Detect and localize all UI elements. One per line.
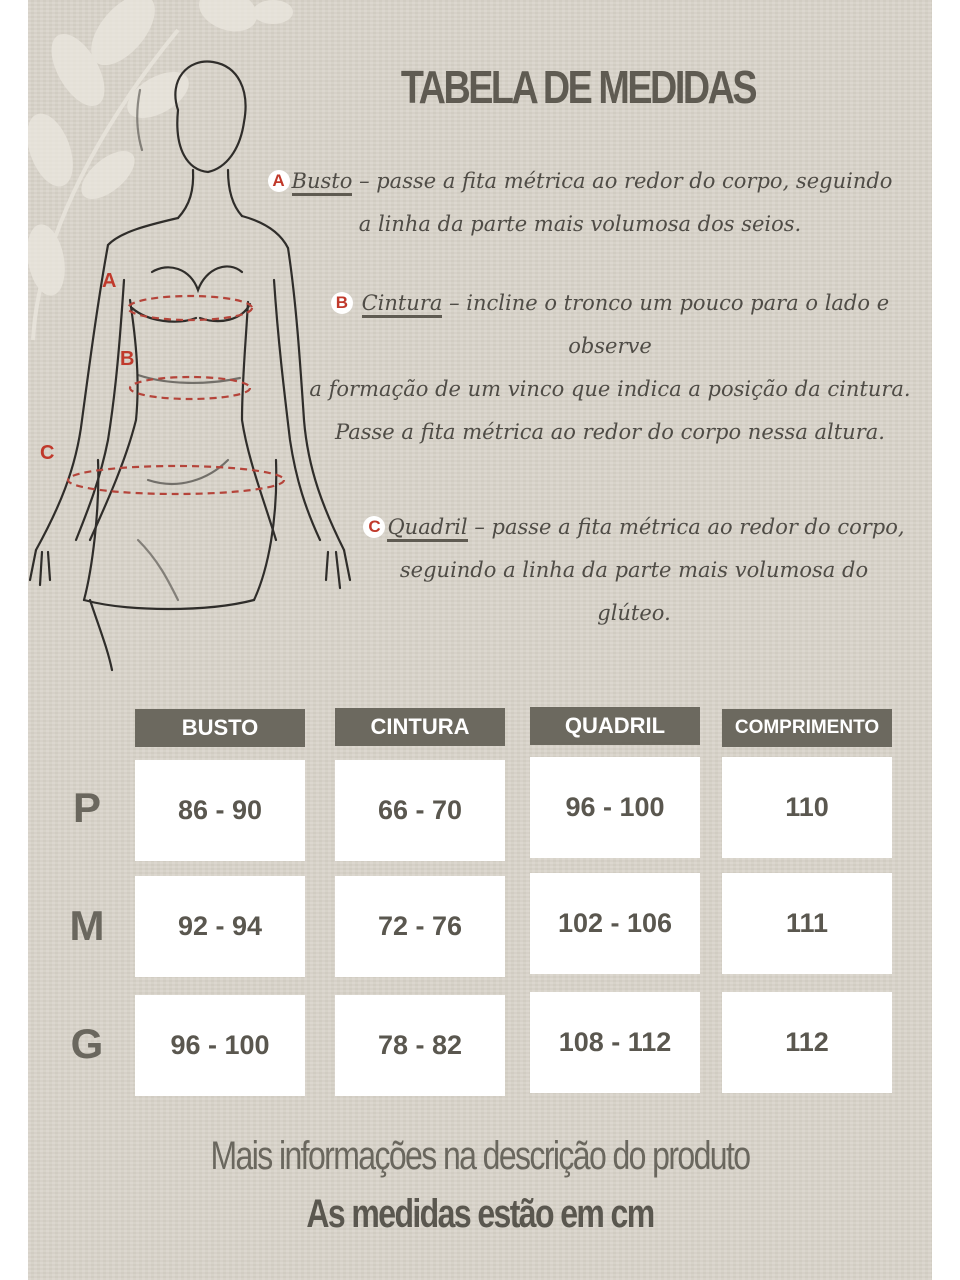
header-comprimento: COMPRIMENTO <box>722 709 892 747</box>
badge-a: A <box>268 170 290 192</box>
term-quadril: Quadril <box>387 515 467 542</box>
marker-b: B <box>120 348 135 370</box>
size-label-m: M <box>69 902 105 949</box>
marker-a: A <box>102 270 117 292</box>
size-label-g: G <box>70 1020 104 1067</box>
cell-g-comprimento: 112 <box>722 992 892 1093</box>
quadril-line-3: glúteo. <box>597 601 671 625</box>
cell-p-cintura: 66 - 70 <box>335 760 505 861</box>
cintura-line-1: – incline o tronco um pouco para o lado e <box>449 291 890 315</box>
quadril-line-1: – passe a fita métrica ao redor do corpo, <box>474 515 905 539</box>
badge-c: C <box>363 516 385 538</box>
header-busto: BUSTO <box>135 709 305 747</box>
busto-line-2: a linha da parte mais volumosa dos seios. <box>358 212 802 236</box>
cell-m-quadril: 102 - 106 <box>530 873 700 974</box>
footer-units: As medidas estão em cm <box>306 1192 654 1236</box>
term-cintura: Cintura <box>362 291 443 318</box>
cintura-line-2: observe <box>568 334 652 358</box>
header-cintura: CINTURA <box>335 708 505 746</box>
marker-c: C <box>40 442 55 464</box>
footer-info: Mais informações na descrição do produto <box>210 1134 750 1178</box>
cell-g-busto: 96 - 100 <box>135 995 305 1096</box>
measure-busto <box>250 160 910 246</box>
term-busto: Busto <box>292 169 353 196</box>
size-chart-page <box>28 0 932 1280</box>
cell-p-quadril: 96 - 100 <box>530 757 700 858</box>
cintura-line-3: a formação de um vinco que indica a posição da cintura. <box>309 377 911 401</box>
size-label-p: P <box>72 784 101 831</box>
quadril-line-2: seguindo a linha da parte mais volumosa do <box>399 558 869 582</box>
busto-line-1: – passe a fita métrica ao redor do corpo, seguindo <box>359 169 893 193</box>
cell-g-cintura: 78 - 82 <box>335 995 505 1096</box>
badge-b: B <box>331 292 353 314</box>
cell-g-quadril: 108 - 112 <box>530 992 700 1093</box>
header-quadril: QUADRIL <box>530 707 700 745</box>
cell-p-comprimento: 110 <box>722 757 892 858</box>
page-title: TABELA DE MEDIDAS <box>400 61 756 113</box>
measure-cintura <box>290 282 930 454</box>
cintura-line-4: Passe a fita métrica ao redor do corpo nessa altura. <box>335 420 885 444</box>
cell-p-busto: 86 - 90 <box>135 760 305 861</box>
measure-quadril <box>344 506 924 635</box>
cell-m-cintura: 72 - 76 <box>335 876 505 977</box>
cell-m-busto: 92 - 94 <box>135 876 305 977</box>
cell-m-comprimento: 111 <box>722 873 892 974</box>
